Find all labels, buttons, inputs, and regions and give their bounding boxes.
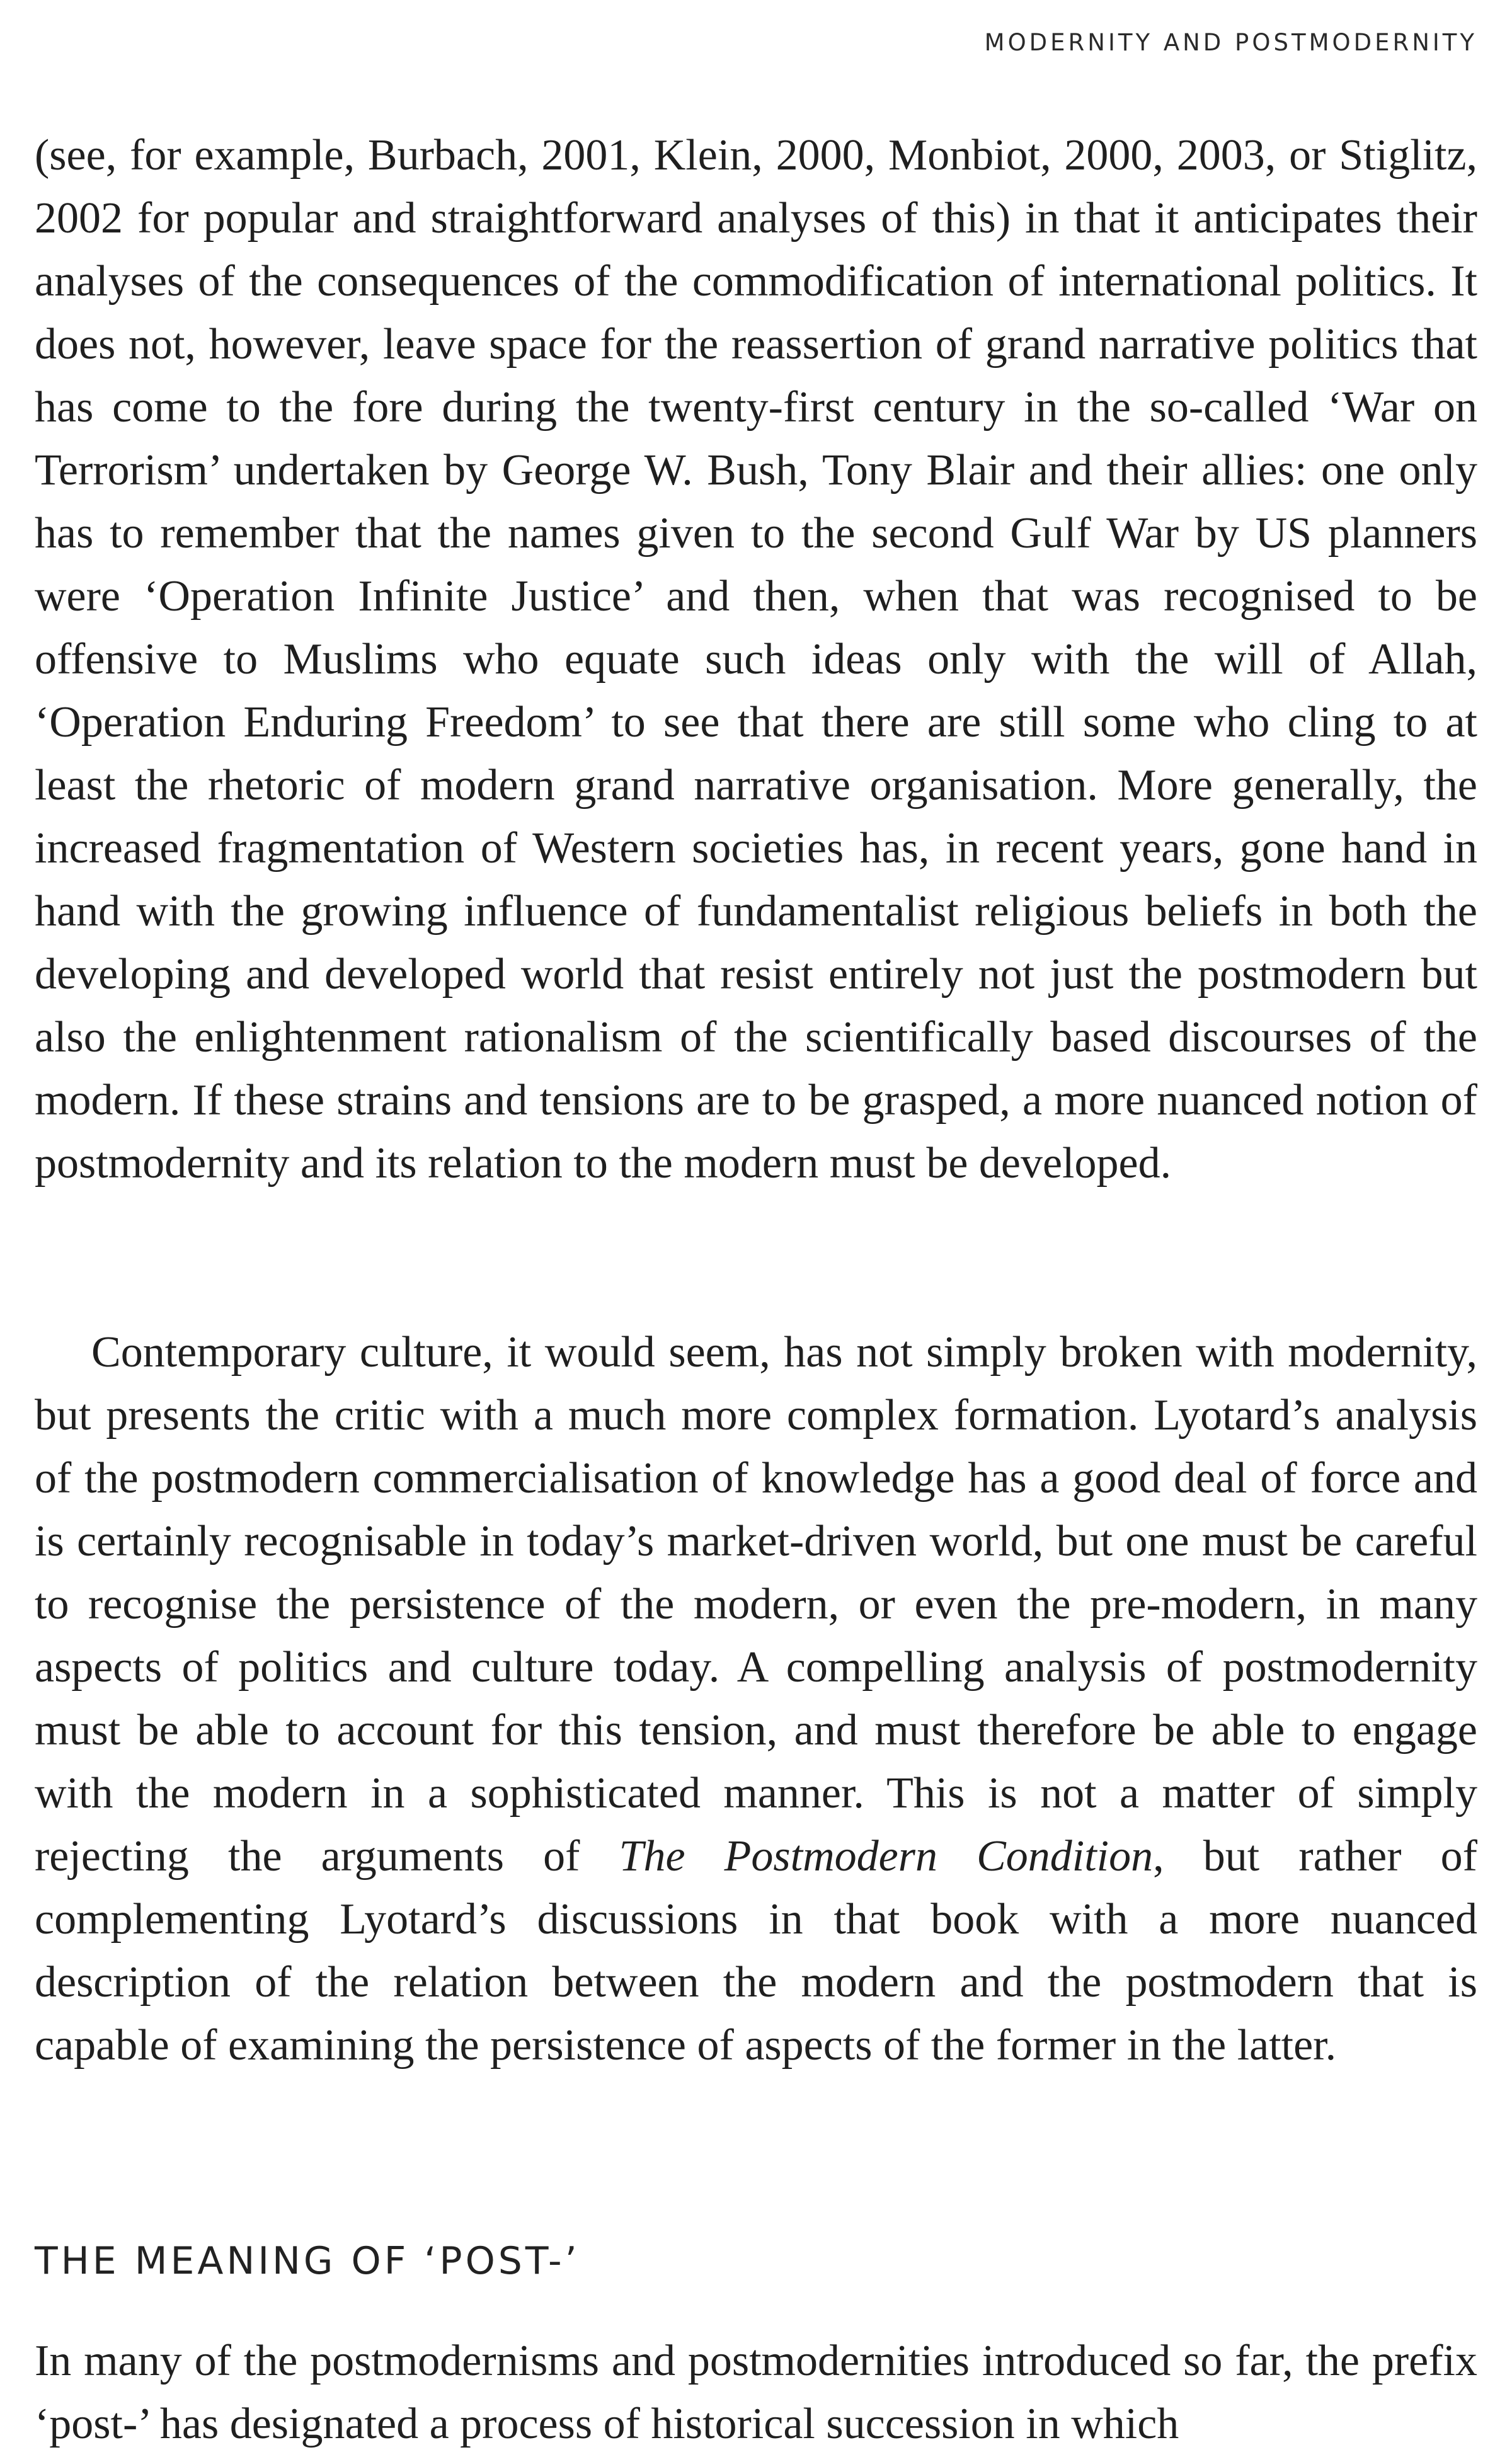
paragraph-2-text bbox=[35, 1321, 1477, 2077]
paragraph-1-text: (see, for example, Burbach, 2001, Klein, 2000, Monbiot, 2000, 2003, or Stiglitz, 2002 for popular and straightforward analyses of this) in that it anticipates their analyses of the consequences of the commodification of international politics. It does not, however, leave space for the reassertion of grand narrative politics that has come to the fore during the twenty-first century in the so-called ‘War on Terrorism’ undertaken by George W. Bush, Tony Blair and their allies: one only has to remember that the names given to the second Gulf War by US planners were ‘Operation Infinite Justice’ and then, when that was recognised to be offensive to Muslims who equate such ideas only with the will of Allah, ‘Operation Enduring Freedom’ to see that there are still some who cling to at least the rhetoric of modern grand narrative organisation. More generally, the increased fragmentation of Western societies has, in recent years, gone hand in hand with the growing influence of fundamentalist religious beliefs in both the developing and developed world that resist entirely not just the postmodern but also the enlightenment rationalism of the scientifically based discourses of the modern. If these strains and tensions are to be grasped, a more nuanced notion of postmodernity and its relation to the modern must be developed. bbox=[35, 131, 1477, 1188]
running-header: MODERNITY AND POSTMODERNITY bbox=[984, 29, 1477, 56]
paragraph-2-text-end: , but rather of complementing Lyotard’s discussions in that book with a more nuanced description of the relation between the modern and the postmodern that is capable of examining the persistence of aspects of the former in the latter. bbox=[35, 1832, 1477, 2070]
section-heading: THE MEANING OF ‘POST-’ bbox=[35, 2239, 580, 2283]
paragraph-1 bbox=[35, 124, 1477, 1195]
paragraph-3 bbox=[35, 2330, 1477, 2456]
book-title: The Postmodern Condition bbox=[619, 1832, 1154, 1881]
paragraph-2-text-start: Contemporary culture, it would seem, has not simply broken with modernity, but presents the critic with a much more complex formation. Lyotard’s analysis of the postmodern commercialisation of knowledge has a good deal of force and is certainly recognisable in today’s market-driven world, but one must be careful to recognise the persistence of the modern, or even the pre-modern, in many aspects of politics and culture today. A compelling analysis of postmodernity must be able to account for this tension, and must therefore be able to engage with the modern in a sophisticated manner. This is not a matter of simply rejecting the arguments of bbox=[35, 1328, 1477, 1881]
paragraph-3-text: In many of the postmodernisms and postmodernities introduced so far, the prefix ‘post-’ has designated a process of historical succession in which bbox=[35, 2337, 1477, 2448]
paragraph-2 bbox=[35, 1321, 1477, 2077]
